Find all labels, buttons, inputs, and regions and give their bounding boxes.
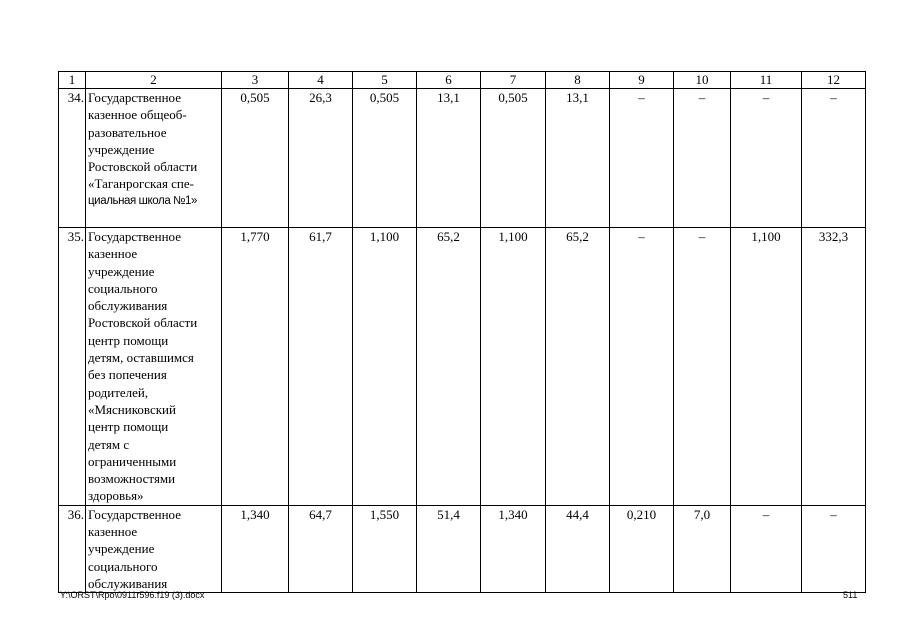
- name-line: циальная школа №1»: [88, 194, 198, 207]
- name-line: Ростовской области: [88, 315, 198, 331]
- name-line: Государственное: [88, 506, 181, 522]
- name-line: центр помощи: [88, 419, 169, 435]
- value-cell: 1,340: [481, 505, 546, 592]
- value-cell: 13,1: [417, 89, 481, 228]
- name-line: казенное: [88, 246, 138, 262]
- name-line: без попечения: [88, 367, 167, 383]
- name-line: социального: [88, 280, 158, 296]
- data-table: [58, 71, 866, 593]
- value-cell: 7,0: [674, 505, 731, 592]
- value-cell: 0,505: [481, 89, 546, 228]
- value-cell: 0,210: [610, 505, 674, 592]
- name-line: учреждение: [88, 541, 155, 557]
- value-cell: –: [674, 89, 731, 228]
- header-cell: 10: [674, 72, 731, 89]
- name-line: Государственное: [88, 90, 181, 105]
- name-line: возможностями: [88, 471, 176, 487]
- value-cell: –: [731, 89, 802, 228]
- header-cell: 12: [802, 72, 866, 89]
- value-cell: 26,3: [289, 89, 353, 228]
- name-line: «Мясниковский: [88, 401, 176, 417]
- value-cell: 51,4: [417, 505, 481, 592]
- footer-page-number: 511: [843, 590, 858, 600]
- header-cell: 1: [59, 72, 86, 89]
- name-line: учреждение: [88, 141, 155, 157]
- value-cell: 1,550: [353, 505, 417, 592]
- value-cell: 64,7: [289, 505, 353, 592]
- name-line: «Таганрогская спе-: [88, 176, 194, 192]
- value-cell: –: [610, 228, 674, 506]
- institution-name: [86, 505, 222, 592]
- value-cell: 61,7: [289, 228, 353, 506]
- value-cell: 44,4: [546, 505, 610, 592]
- header-row: [59, 72, 866, 89]
- value-cell: 65,2: [417, 228, 481, 506]
- name-line: здоровья»: [88, 488, 144, 504]
- name-line: разовательное: [88, 124, 167, 140]
- value-cell: 1,340: [222, 505, 289, 592]
- header-cell: 2: [86, 72, 222, 89]
- row-number: 34.: [59, 89, 86, 228]
- name-line: учреждение: [88, 263, 155, 279]
- name-line: казенное общеоб-: [88, 107, 187, 123]
- header-cell: 11: [731, 72, 802, 89]
- header-cell: 7: [481, 72, 546, 89]
- table-row: [59, 89, 866, 228]
- name-line: казенное: [88, 524, 138, 540]
- name-line: детям, оставшимся: [88, 350, 194, 366]
- institution-name: [86, 228, 222, 506]
- name-line: обслуживания: [88, 575, 168, 591]
- value-cell: 13,1: [546, 89, 610, 228]
- name-line: Ростовской области: [88, 159, 198, 175]
- value-cell: 1,100: [731, 228, 802, 506]
- value-cell: 332,3: [802, 228, 866, 506]
- value-cell: –: [674, 228, 731, 506]
- header-cell: 5: [353, 72, 417, 89]
- name-line: ограниченными: [88, 453, 177, 469]
- header-cell: 4: [289, 72, 353, 89]
- value-cell: 1,100: [481, 228, 546, 506]
- table-row: [59, 228, 866, 506]
- footer-file-path: Y:\ORST\Rpo\0911r596.f19 (3).docx: [60, 590, 205, 600]
- value-cell: 0,505: [222, 89, 289, 228]
- table-row: [59, 505, 866, 592]
- name-line: Государственное: [88, 229, 181, 244]
- value-cell: 1,770: [222, 228, 289, 506]
- value-cell: 1,100: [353, 228, 417, 506]
- value-cell: 65,2: [546, 228, 610, 506]
- value-cell: –: [731, 505, 802, 592]
- value-cell: –: [610, 89, 674, 228]
- value-cell: –: [802, 89, 866, 228]
- name-line: центр помощи: [88, 332, 169, 348]
- name-line: социального: [88, 558, 158, 574]
- value-cell: –: [802, 505, 866, 592]
- row-number: 36.: [59, 505, 86, 592]
- row-number: 35.: [59, 228, 86, 506]
- name-line: обслуживания: [88, 298, 168, 314]
- name-line: детям с: [88, 436, 130, 452]
- header-cell: 3: [222, 72, 289, 89]
- value-cell: 0,505: [353, 89, 417, 228]
- header-cell: 8: [546, 72, 610, 89]
- name-line: родителей,: [88, 384, 149, 400]
- institution-name: [86, 89, 222, 228]
- header-cell: 9: [610, 72, 674, 89]
- header-cell: 6: [417, 72, 481, 89]
